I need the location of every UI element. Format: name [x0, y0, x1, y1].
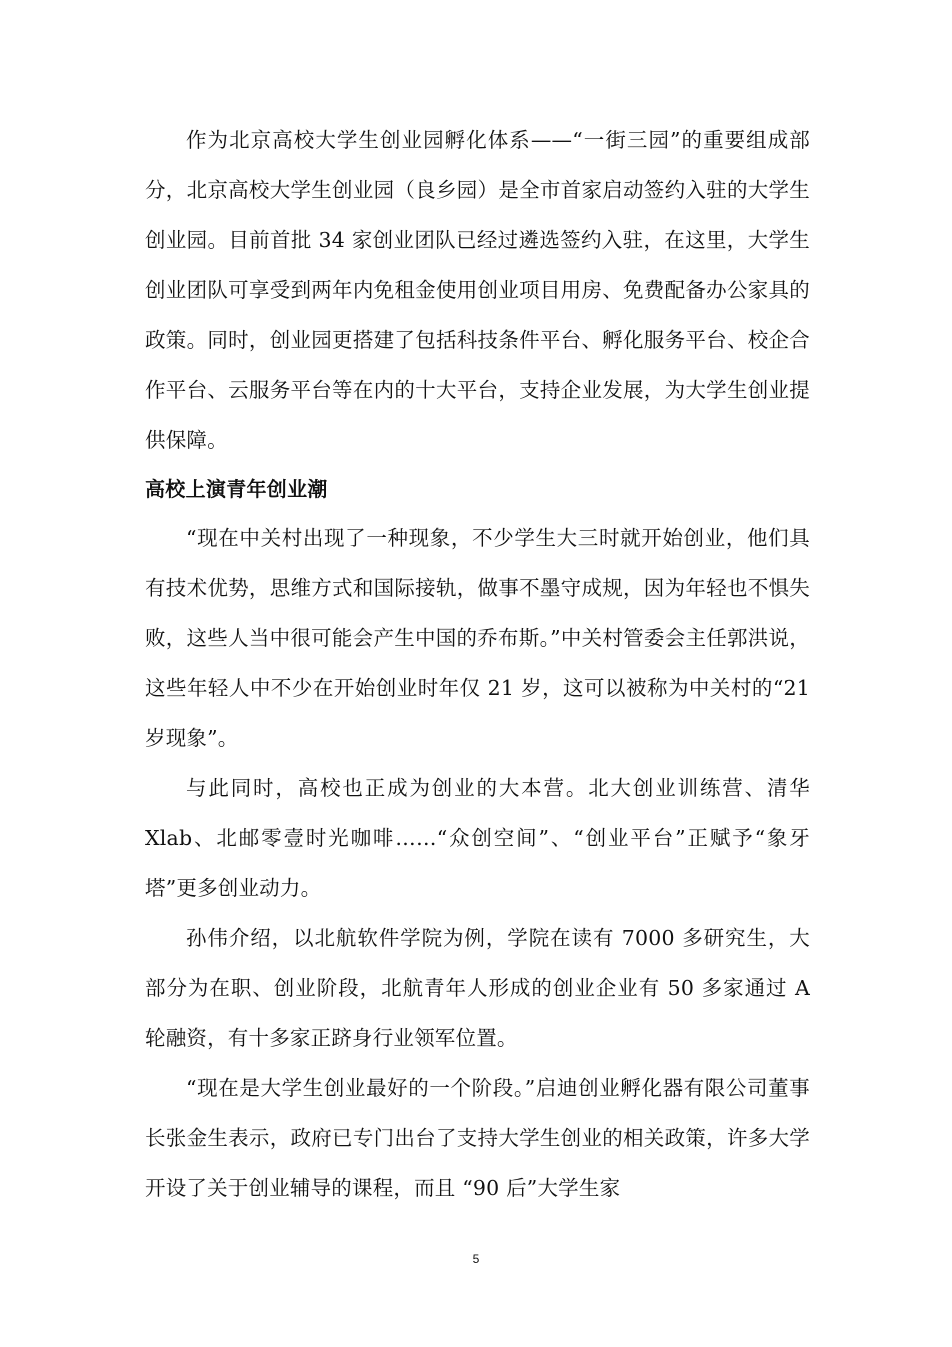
paragraph-best-stage: “现在是大学生创业最好的一个阶段。”启迪创业孵化器有限公司董事长张金生表示，政府已专门出台了支持大学生创业的相关政策，许多大学开设了关于创业辅导的课程，而且 “90 后”大学生家	[145, 1076, 810, 1200]
paragraph-university-base: 与此同时，高校也正成为创业的大本营。北大创业训练营、清华 Xlab、北邮零壹时光咖啡……“众创空间”、“创业平台”正赋予“象牙塔”更多创业动力。	[145, 776, 810, 900]
section-heading: 高校上演青年创业潮	[145, 477, 328, 501]
document-body	[145, 115, 810, 1213]
page-number: 5	[472, 1252, 480, 1266]
paragraph-zhongguancun-phenomenon: “现在中关村出现了一种现象，不少学生大三时就开始创业，他们具有技术优势，思维方式和国际接轨，做事不墨守成规，因为年轻也不惧失败，这些人当中很可能会产生中国的乔布斯。”中关村管委会主任郭洪说，这些年轻人中不少在开始创业时年仅 21 岁，这可以被称为中关村的“21 岁现象”。	[145, 526, 810, 750]
paragraph-incubation-system: 作为北京高校大学生创业园孵化体系——“一街三园”的重要组成部分，北京高校大学生创业园（良乡园）是全市首家启动签约入驻的大学生创业园。目前首批 34 家创业团队已经过遴选签约入驻，在这里，大学生创业团队可享受到两年内免租金使用创业项目用房、免费配备办公家具的政策。同时，创业园更搭建了包括科技条件平台、孵化服务平台、校企合作平台、云服务平台等在内的十大平台，支持企业发展，为大学生创业提供保障。	[145, 128, 810, 452]
paragraph-beihang-example: 孙伟介绍，以北航软件学院为例，学院在读有 7000 多研究生，大部分为在职、创业阶段，北航青年人形成的创业企业有 50 多家通过 A 轮融资，有十多家正跻身行业领军位置。	[145, 926, 810, 1050]
